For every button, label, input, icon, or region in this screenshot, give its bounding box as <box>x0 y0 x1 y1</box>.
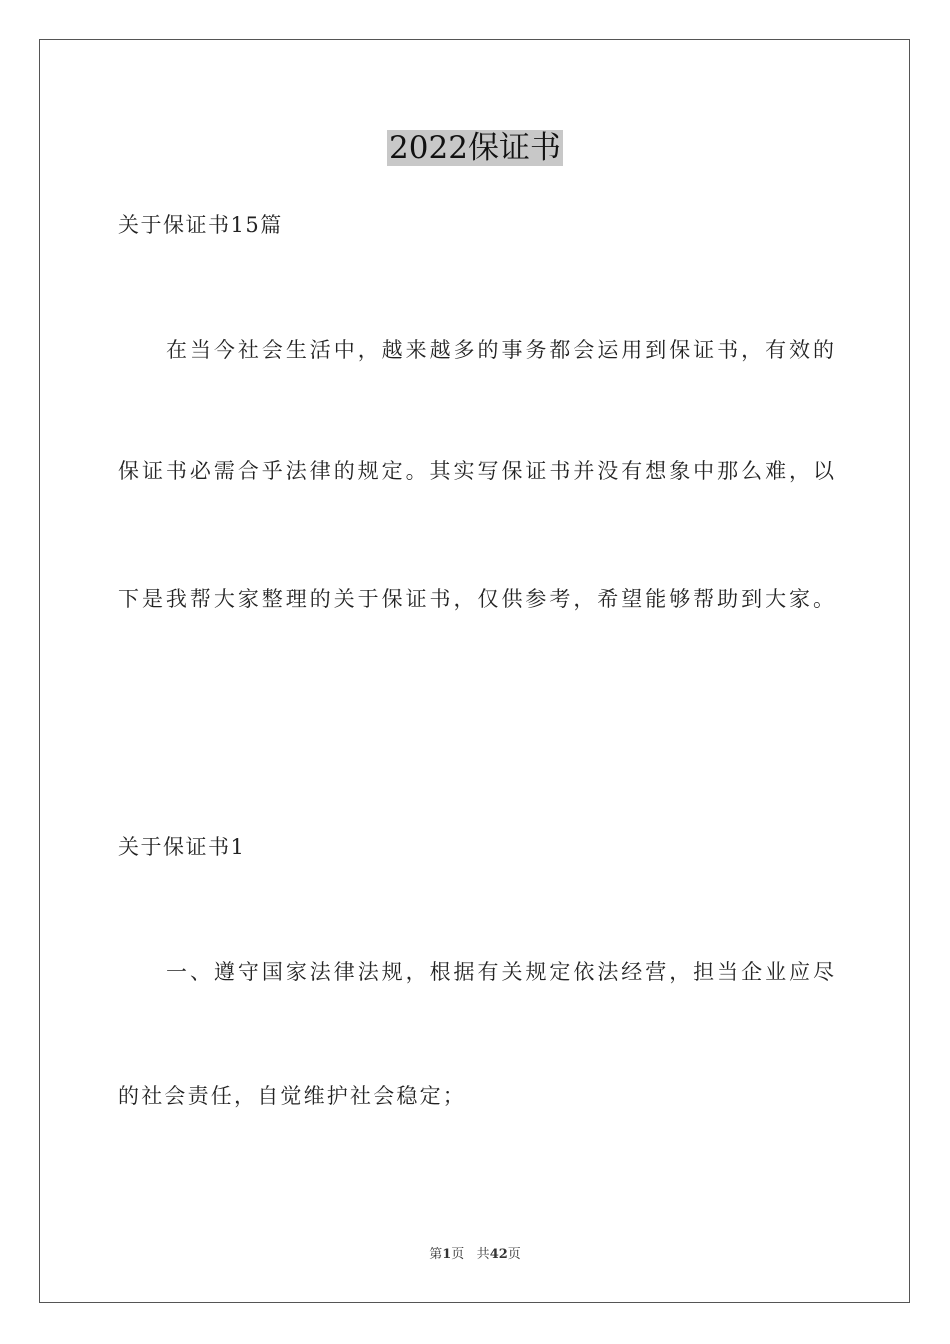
section-line-2: 的社会责任，自觉维护社会稳定； <box>118 1084 466 1108</box>
page-footer <box>0 1246 950 1264</box>
footer-total-suffix: 页 <box>507 1247 521 1262</box>
footer-total-pages: 42 <box>489 1247 508 1262</box>
section-heading: 关于保证书1 <box>118 835 246 859</box>
document-title <box>0 128 950 168</box>
footer-page-prefix: 第 <box>429 1247 443 1262</box>
footer-page-suffix: 页 <box>451 1247 465 1262</box>
document-subtitle: 关于保证书15篇 <box>118 213 283 237</box>
footer-page-number: 1 <box>442 1247 452 1262</box>
section-line-1: 一、遵守国家法律法规，根据有关规定依法经营，担当企业应尽 <box>166 960 834 984</box>
document-title-text: 2022保证书 <box>389 130 561 166</box>
intro-line-1: 在当今社会生活中，越来越多的事务都会运用到保证书，有效的 <box>166 338 834 362</box>
footer-total-prefix: 共 <box>476 1247 490 1262</box>
intro-line-2: 保证书必需合乎法律的规定。其实写保证书并没有想象中那么难，以 <box>118 459 834 483</box>
intro-line-3: 下是我帮大家整理的关于保证书，仅供参考，希望能够帮助到大家。 <box>118 587 834 611</box>
